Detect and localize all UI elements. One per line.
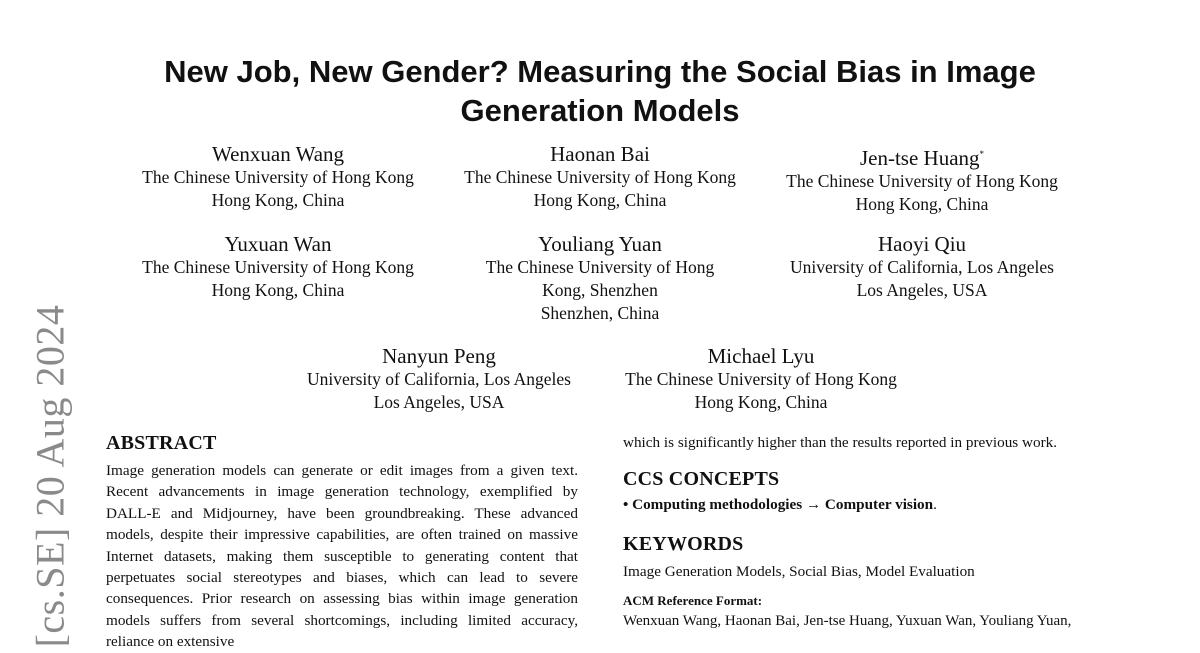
author-name: Haonan Bai — [550, 142, 650, 166]
author-name: Yuxuan Wan — [224, 232, 332, 256]
author-name: Jen-tse Huang — [859, 146, 980, 170]
author-location: Hong Kong, China — [855, 194, 989, 214]
author-block — [128, 232, 428, 302]
author-block — [289, 344, 589, 414]
author-name: Michael Lyu — [707, 344, 815, 368]
keywords-heading: KEYWORDS — [623, 533, 744, 555]
author-affiliation: University of California, Los Angeles — [790, 257, 1054, 277]
author-affiliation: University of California, Los Angeles — [307, 369, 571, 389]
author-location: Hong Kong, China — [694, 392, 828, 412]
arxiv-identifier-stamp: [cs.SE] 20 Aug 2024 — [27, 304, 73, 648]
author-affiliation: The Chinese University of Hong Kong — [142, 257, 414, 277]
right-column — [623, 432, 1103, 631]
corresponding-author-mark: * — [979, 149, 985, 159]
abstract-section — [106, 430, 578, 653]
ccs-period: . — [933, 496, 937, 513]
abstract-heading: ABSTRACT — [106, 432, 217, 454]
acm-reference-text: Wenxuan Wang, Haonan Bai, Jen-tse Huang, Yuxuan Wan, Youliang Yuan, — [623, 613, 1072, 629]
author-block — [772, 232, 1072, 302]
author-name: Youliang Yuan — [538, 232, 662, 256]
ccs-concept-entry — [623, 494, 1103, 516]
abstract-text: Image generation models can generate or edit images from a given text. Recent advancements in image generation technology, exemplified by DALL-E and Midjourney, have been groundbreaking. These advanced models, despite their impressive capabilities, are often trained on massive Internet datasets, making them susceptible to generating content that perpetuates social stereotypes and biases, which can lead to severe consequences. Prior research on assessing bias within image generation models suffers from several shortcomings, including limited accuracy, reliance on extensive — [106, 462, 578, 651]
author-name: Nanyun Peng — [382, 344, 496, 368]
author-location: Hong Kong, China — [533, 190, 667, 210]
author-affiliation: The Chinese University of Hong Kong — [464, 167, 736, 187]
author-location: Shenzhen, China — [540, 303, 660, 323]
author-location: Los Angeles, USA — [856, 280, 988, 300]
author-affiliation: The Chinese University of Hong Kong — [625, 369, 897, 389]
author-block — [772, 142, 1072, 216]
author-location: Hong Kong, China — [211, 280, 345, 300]
author-name: Wenxuan Wang — [211, 142, 345, 166]
author-location: Hong Kong, China — [211, 190, 345, 210]
author-block — [128, 142, 428, 212]
acm-reference-label: ACM Reference Format: — [623, 593, 763, 608]
author-affiliation: The Chinese University of Hong Kong — [142, 167, 414, 187]
ccs-concepts-heading: CCS CONCEPTS — [623, 468, 780, 490]
author-block — [611, 344, 911, 414]
ccs-concept-text: Computing methodologies → Computer vision — [632, 496, 934, 513]
author-affiliation: The Chinese University of Hong Kong — [786, 171, 1058, 191]
author-name-with-mark — [772, 142, 1072, 170]
paper-title: New Job, New Gender? Measuring the Social Bias in Image Generation Models — [164, 54, 1036, 128]
author-block — [466, 232, 734, 325]
author-location: Los Angeles, USA — [373, 392, 505, 412]
abstract-continuation: which is significantly higher than the results reported in previous work. — [623, 434, 1058, 451]
keywords-text: Image Generation Models, Social Bias, Model Evaluation — [623, 563, 975, 580]
author-block — [450, 142, 750, 212]
ccs-bullet: • — [623, 496, 629, 513]
author-affiliation: The Chinese University of Hong Kong, Shenzhen — [485, 257, 715, 300]
author-name: Haoyi Qiu — [877, 232, 967, 256]
